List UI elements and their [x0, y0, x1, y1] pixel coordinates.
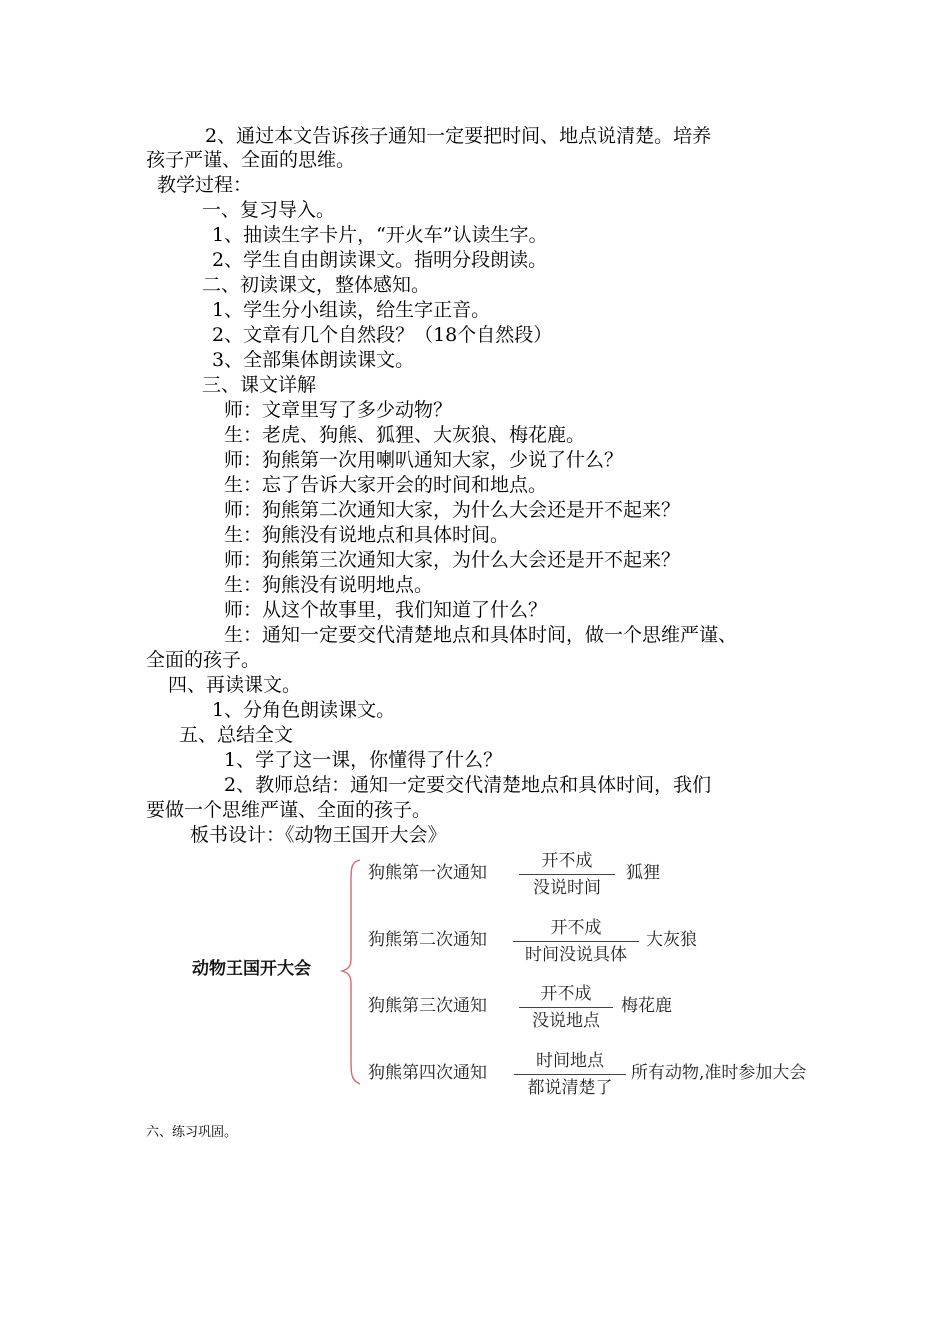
text-line-4-1: 1、分角色朗读课文。: [212, 699, 396, 721]
board-row-1-bottom: 没说时间: [533, 878, 601, 898]
text-line-2-1: 1、学生分小组读，给生字正音。: [212, 299, 491, 321]
dialogue-line-1: 师：文章里写了多少动物？: [224, 399, 453, 421]
text-line-goal-2-cont: 孩子严谨、全面的思维。: [146, 149, 356, 171]
board-row-1-fraction: [519, 850, 615, 899]
board-row-2-top: 开不成: [513, 917, 639, 942]
board-row-2-fraction: [513, 917, 639, 966]
step-heading-1: 一、复习导入。: [202, 199, 336, 221]
dialogue-line-5: 师：狗熊第二次通知大家，为什么大会还是开不起来？: [224, 499, 681, 521]
step-heading-5: 五、总结全文: [179, 724, 294, 746]
board-row-4-fraction: [514, 1050, 626, 1099]
board-row-3-bottom: 没说地点: [532, 1011, 600, 1031]
dialogue-line-10-cont: 全面的孩子。: [146, 649, 261, 671]
step-heading-3: 三、课文详解: [202, 374, 317, 396]
board-row-1-label: 狗熊第一次通知: [368, 863, 487, 883]
text-line-1-2: 2、学生自由朗读课文。指明分段朗读。: [212, 249, 548, 271]
dialogue-line-3: 师：狗熊第一次用喇叭通知大家，少说了什么？: [224, 449, 624, 471]
board-row-2-bottom: 时间没说具体: [525, 945, 627, 965]
board-row-3-label: 狗熊第三次通知: [368, 996, 487, 1016]
dialogue-line-2: 生：老虎、狗熊、狐狸、大灰狼、梅花鹿。: [224, 424, 586, 446]
text-line-2-3: 3、全部集体朗读课文。: [212, 349, 415, 371]
board-row-3-fraction: [519, 983, 613, 1032]
dialogue-line-7: 师：狗熊第三次通知大家，为什么大会还是开不起来？: [224, 549, 681, 571]
board-title: 动物王国开大会: [192, 959, 311, 979]
step-heading-4: 四、再读课文。: [168, 674, 302, 696]
curly-brace: [340, 858, 364, 1088]
text-line-5-1: 1、学了这一课，你懂得了什么？: [224, 749, 503, 771]
board-row-3-top: 开不成: [519, 983, 613, 1008]
step-heading-2: 二、初读课文，整体感知。: [202, 274, 431, 296]
dialogue-line-4: 生：忘了告诉大家开会的时间和地点。: [224, 474, 548, 496]
board-row-3-result: 梅花鹿: [621, 996, 672, 1016]
text-line-goal-2: 2、通过本文告诉孩子通知一定要把时间、地点说清楚。培养: [205, 125, 712, 147]
dialogue-line-8: 生：狗熊没有说明地点。: [224, 574, 434, 596]
board-row-4-bottom: 都说清楚了: [527, 1078, 613, 1098]
dialogue-line-10: 生：通知一定要交代清楚地点和具体时间，做一个思维严谨、: [224, 624, 738, 646]
dialogue-line-9: 师：从这个故事里，我们知道了什么？: [224, 599, 548, 621]
footer-note: 六、练习巩固。: [146, 1125, 238, 1140]
dialogue-line-6: 生：狗熊没有说地点和具体时间。: [224, 524, 510, 546]
text-line-5-2: 2、教师总结：通知一定要交代清楚地点和具体时间，我们: [224, 774, 712, 796]
board-row-4-top: 时间地点: [514, 1050, 626, 1075]
board-row-4-result: 所有动物,准时参加大会: [631, 1063, 807, 1083]
text-line-1-1: 1、抽读生字卡片，“开火车”认读生字。: [212, 224, 548, 246]
board-row-4-label: 狗熊第四次通知: [368, 1063, 487, 1083]
board-design-heading: 板书设计：《动物王国开大会》: [190, 824, 447, 846]
text-line-2-2: 2、文章有几个自然段？（18个自然段）: [212, 324, 553, 346]
board-row-1-top: 开不成: [519, 850, 615, 875]
section-heading-process: 教学过程：: [157, 174, 253, 196]
text-line-5-2-cont: 要做一个思维严谨、全面的孩子。: [146, 799, 432, 821]
board-row-2-result: 大灰狼: [646, 930, 697, 950]
board-row-2-label: 狗熊第二次通知: [368, 930, 487, 950]
board-row-1-result: 狐狸: [626, 863, 660, 883]
